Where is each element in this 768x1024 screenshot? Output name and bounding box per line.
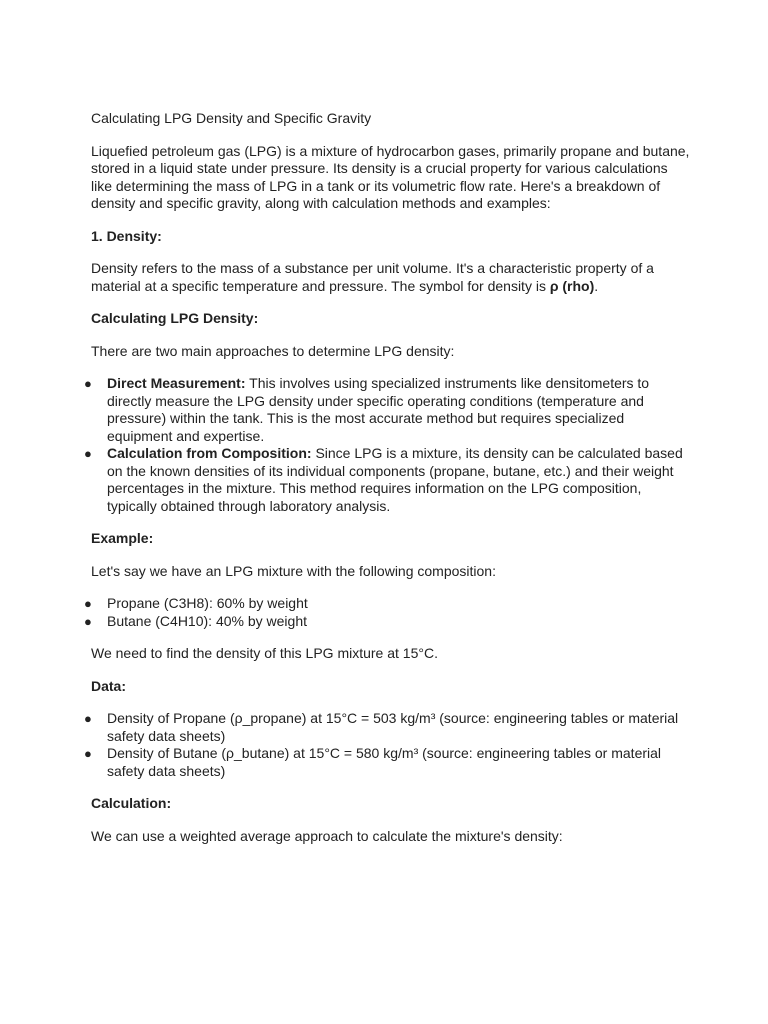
approach-text: This involves using specialized instruments like densitometers to directly measure the LPG density under specific operating conditions (temperature and pressure) within the tank. This is the most accurate method but requires specialized equipment and expertise.: [107, 375, 650, 444]
calculation-heading: Calculation:: [91, 795, 172, 811]
bullet-icon: ●: [84, 596, 92, 611]
bullet-icon: ●: [84, 376, 92, 391]
section-density-heading: 1. Density:: [91, 227, 162, 244]
need-statement: We need to find the density of this LPG mixture at 15°C.: [91, 645, 438, 661]
bullet-icon: ●: [84, 446, 92, 461]
approach-label: Calculation from Composition:: [107, 445, 312, 461]
list-item: [84, 745, 691, 780]
intro-paragraph: Liquefied petroleum gas (LPG) is a mixture of hydrocarbon gases, primarily propane and butane, stored in a liquid state under pressure. Its density is a crucial property for various calculations like determining the mass of LPG in a tank or its volumetric flow rate. Here's a breakdown of density and specific gravity, along with calculation methods and examples:: [91, 142, 690, 211]
data-item: Density of Butane (ρ_butane) at 15°C = 580 kg/m³ (source: engineering tables or material safety data sheets): [107, 745, 662, 779]
data-heading: Data:: [91, 677, 127, 694]
list-item: [84, 595, 691, 613]
bullet-icon: ●: [84, 746, 92, 761]
density-definition-end: .: [594, 277, 599, 294]
data-list: [84, 710, 691, 780]
density-definition-text: Density refers to the mass of a substance per unit volume. It's a characteristic property of a material at a specific temperature and pressure. The symbol for density is: [91, 260, 654, 294]
bullet-icon: ●: [84, 613, 92, 629]
list-item: [84, 445, 691, 515]
example-intro: Let's say we have an LPG mixture with the following composition:: [91, 562, 496, 579]
data-item: Density of Propane (ρ_propane) at 15°C = 503 kg/m³ (source: engineering tables or material safety data sheets): [107, 710, 679, 744]
composition-list: [84, 595, 691, 630]
calculating-density-heading: Calculating LPG Density:: [91, 310, 259, 326]
list-item: [84, 375, 691, 445]
density-definition: [91, 260, 691, 295]
list-item: [84, 612, 691, 631]
approach-text: Since LPG is a mixture, its density can be calculated based on the known densities of its individual components (propane, butane, etc.) and their weight percentages in the mixture. This method requires information on the LPG composition, typically obtained through laboratory analysis.: [107, 445, 683, 514]
approaches-list: [84, 375, 691, 515]
approach-label: Direct Measurement:: [107, 375, 246, 391]
document-title: Calculating LPG Density and Specific Gravity: [91, 110, 372, 126]
list-item: [84, 710, 691, 745]
density-symbol: ρ (rho): [549, 277, 595, 294]
weighted-average-text: We can use a weighted average approach to calculate the mixture's density:: [91, 827, 563, 844]
approaches-intro: There are two main approaches to determine LPG density:: [91, 342, 455, 359]
bullet-icon: ●: [84, 711, 92, 726]
composition-item: Propane (C3H8): 60% by weight: [107, 595, 308, 611]
composition-item: Butane (C4H10): 40% by weight: [107, 612, 307, 629]
document-body: [84, 110, 691, 860]
example-heading: Example:: [91, 530, 154, 546]
